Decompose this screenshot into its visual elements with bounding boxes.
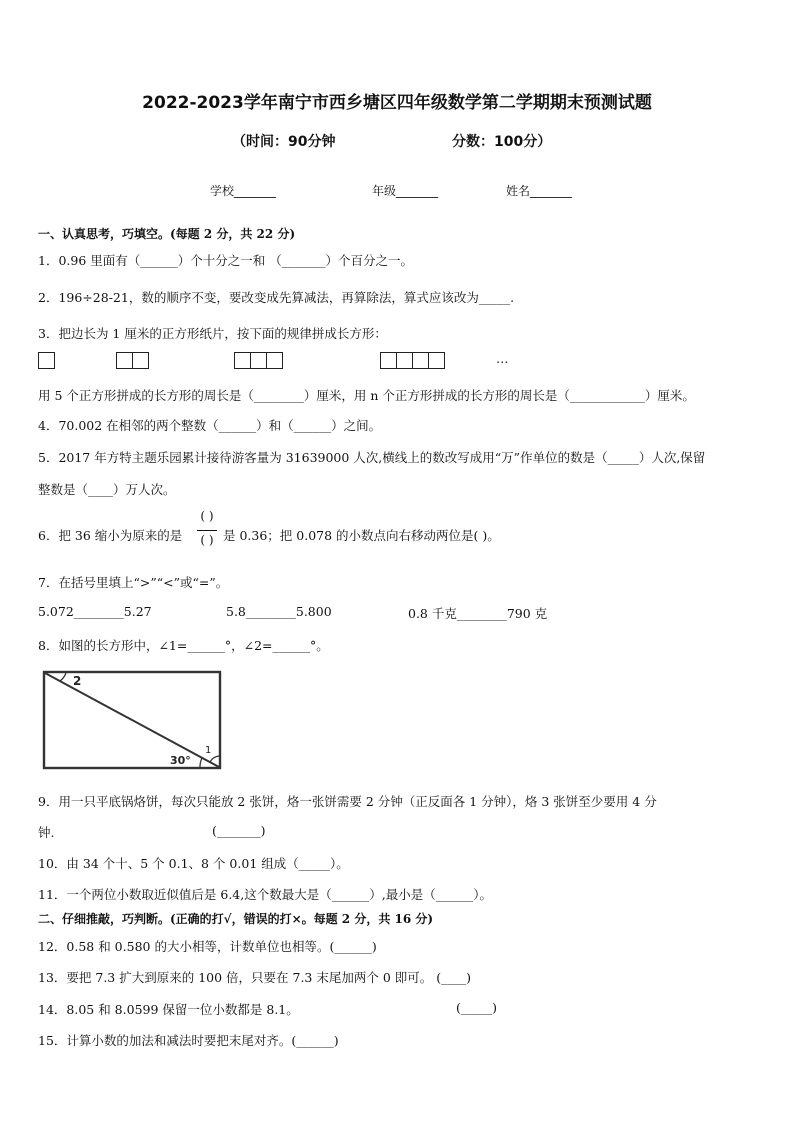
fraction-denominator: ( )	[200, 533, 214, 547]
rectangle-diagonal	[45, 673, 219, 767]
ellipsis: …	[496, 351, 509, 366]
question-4: 4．70.002 在相邻的两个整数（______）和（______）之间。	[38, 418, 382, 433]
question-3-part-2: 用 5 个正方形拼成的长方形的周长是（________）厘米，用 n 个正方形拼成的长方形的周长是（____________）厘米。	[38, 388, 695, 403]
question-9-line-1: 9．用一只平底锅烙饼，每次只能放 2 张饼，烙一张饼需要 2 分钟（正反面各 1 分钟），烙 3 张饼至少要用 4 分	[38, 794, 657, 809]
question-6-part-2: 是 0.36；把 0.078 的小数点向右移动两位是( )。	[223, 528, 500, 543]
question-6-part-1: 6．把 36 缩小为原来的是	[38, 528, 183, 543]
angle-1-label: 1	[205, 745, 212, 756]
exam-score: 分数：100分）	[452, 134, 552, 150]
question-14: 14．8.05 和 8.0599 保留一位小数都是 8.1。	[38, 1002, 299, 1017]
square-figure-4	[380, 352, 444, 369]
question-14-blank: (_____)	[456, 1000, 498, 1015]
question-1: 1．0.96 里面有（______）个十分之一和 （_______）个百分之一。	[38, 253, 413, 268]
question-7-item-b: 5.8________5.800	[226, 604, 332, 619]
question-7-item-a: 5.072________5.27	[38, 604, 152, 619]
question-2: 2．196÷28-21，数的顺序不变，要改变成先算减法，再算除法，算式应该改为_____.	[38, 290, 515, 305]
square-figure-2	[116, 352, 148, 369]
question-15: 15．计算小数的加法和减法时要把末尾对齐。(______)	[38, 1033, 339, 1048]
question-7-item-c: 0.8 千克________790 克	[408, 606, 548, 621]
section-1-heading: 一、认真思考，巧填空。(每题 2 分，共 22 分)	[38, 227, 296, 241]
angle-2-label: 2	[73, 674, 82, 688]
angle-30-label: 30°	[170, 754, 191, 767]
question-5-line-2: 整数是（____）万人次。	[38, 482, 176, 497]
name-field: 姓名_______	[506, 184, 573, 198]
school-field: 学校_______	[210, 184, 277, 198]
question-13: 13．要把 7.3 扩大到原来的 100 倍，只要在 7.3 末尾加两个 0 即可。 (____)	[38, 970, 471, 985]
rectangle-diagram	[40, 668, 224, 772]
angle-1-arc	[210, 756, 219, 762]
grade-field: 年级_______	[372, 184, 439, 198]
question-10: 10．由 34 个十、5 个 0.1、8 个 0.01 组成（_____）。	[38, 856, 349, 871]
exam-time: （时间：90分钟	[232, 134, 336, 150]
fraction-numerator: ( )	[200, 509, 214, 523]
question-9-line-2: 钟.	[38, 825, 55, 840]
question-9-blank: (_______)	[212, 823, 266, 838]
question-7: 7．在括号里填上“>”“<”或“=”。	[38, 575, 229, 590]
question-8: 8．如图的长方形中，∠1=______°，∠2=______°。	[38, 638, 329, 653]
fraction-blank	[194, 509, 220, 553]
angle-30-arc	[200, 758, 202, 767]
page-title: 2022-2023学年南宁市西乡塘区四年级数学第二学期期末预测试题	[142, 93, 652, 113]
square-figure-3	[234, 352, 282, 369]
fraction-bar	[197, 530, 217, 531]
question-5-line-1: 5．2017 年方特主题乐园累计接待游客量为 31639000 人次,横线上的数改写成用“万”作单位的数是（_____）人次,保留	[38, 450, 706, 465]
question-3: 3．把边长为 1 厘米的正方形纸片，按下面的规律拼成长方形：	[38, 326, 387, 341]
square-figure-1	[38, 352, 54, 369]
question-11: 11．一个两位小数取近似值后是 6.4,这个数最大是（______）,最小是（______）。	[38, 887, 492, 902]
angle-2-arc	[60, 673, 66, 681]
section-2-heading: 二、仔细推敲，巧判断。(正确的打√，错误的打×。每题 2 分，共 16 分)	[38, 912, 434, 926]
question-12: 12．0.58 和 0.580 的大小相等，计数单位也相等。(______)	[38, 939, 377, 954]
